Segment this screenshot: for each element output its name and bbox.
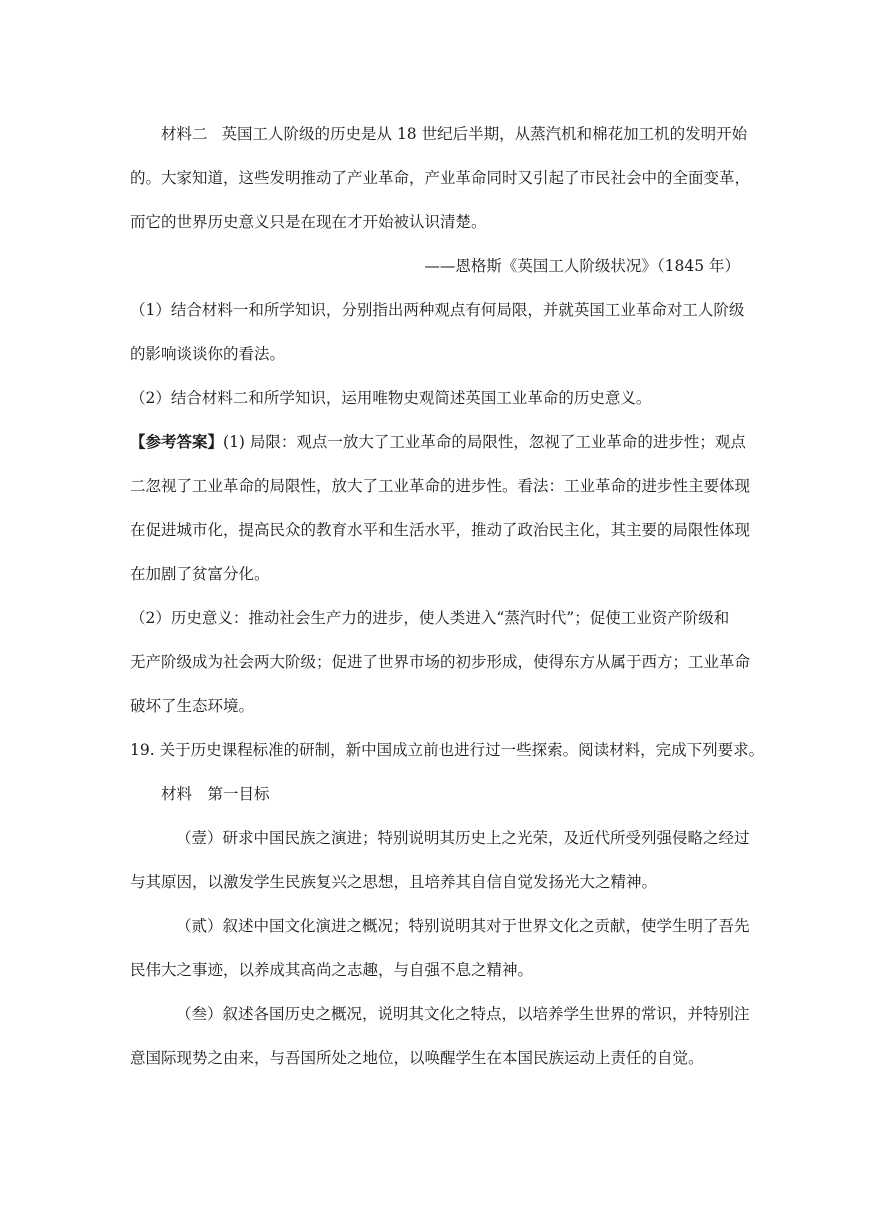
answer-1-line-2: 二忽视了工业革命的局限性，放大了工业革命的进步性。看法：工业革命的进步性主要体现 (130, 477, 751, 495)
question-19-stem: 19. 关于历史课程标准的研制，新中国成立前也进行过一些探索。阅读材料，完成下列要求。 (130, 741, 765, 759)
goal-item-1-line-1: （壹）研求中国民族之演进；特别说明其历史上之光荣，及近代所受列强侵略之经过 (176, 829, 750, 847)
goal-item-1-line-2: 与其原因，以激发学生民族复兴之思想，且培养其自信自觉发扬光大之精神。 (130, 873, 658, 891)
material-two-text-1: 英国工人阶级的历史是从 18 世纪后半期，从蒸汽机和棉花加工机的发明开始 (221, 125, 748, 143)
goal-item-3-line-1: （叁）叙述各国历史之概况，说明其文化之特点，以培养学生世界的常识，并特别注 (176, 1005, 750, 1023)
material-two-line-3: 而它的世界历史意义只是在现在才开始被认识清楚。 (130, 213, 487, 231)
question-1-line-1: （1）结合材料一和所学知识，分别指出两种观点有何局限，并就英国工业革命对工人阶级 (130, 301, 745, 319)
answer-1-line-1 (130, 420, 746, 464)
answer-2-line-2: 无产阶级成为社会两大阶级；促进了世界市场的初步形成，使得东方从属于西方；工业革命 (130, 653, 751, 671)
question-19-material-heading: 材料 第一目标 (161, 785, 270, 803)
question-1-line-2: 的影响谈谈你的看法。 (130, 345, 286, 363)
answer-1-line-3: 在促进城市化，提高民众的教育水平和生活水平，推动了政治民主化，其主要的局限性体现 (130, 521, 751, 539)
material-two-line-2: 的。大家知道，这些发明推动了产业革命，产业革命同时又引起了市民社会中的全面变革， (130, 169, 751, 187)
material-two-citation: ——恩格斯《英国工人阶级状况》（1845 年） (424, 257, 740, 275)
goal-item-2-line-1: （贰）叙述中国文化演进之概况；特别说明其对于世界文化之贡献，使学生明了吾先 (176, 917, 750, 935)
answer-label: 【参考答案】 (130, 432, 224, 451)
goal-item-3-line-2: 意国际现势之由来，与吾国所处之地位，以唤醒学生在本国民族运动上责任的自觉。 (130, 1049, 704, 1067)
answer-2-line-3: 破坏了生态环境。 (130, 697, 255, 715)
document-page (130, 112, 765, 1080)
material-two-label: 材料二 (161, 125, 208, 143)
answer-2-line-1: （2）历史意义：推动社会生产力的进步，使人类进入“蒸汽时代”；促使工业资产阶级和 (130, 609, 730, 627)
answer-1-line-4: 在加剧了贫富分化。 (130, 565, 270, 583)
answer-1-text-1: (1) 局限：观点一放大了工业革命的局限性，忽视了工业革命的进步性；观点 (223, 433, 746, 451)
goal-item-2-line-2: 民伟大之事迹，以养成其高尚之志趣，与自强不息之精神。 (130, 961, 534, 979)
question-2-line: （2）结合材料二和所学知识，运用唯物史观简述英国工业革命的历史意义。 (130, 389, 652, 407)
material-two-line-1 (130, 112, 748, 156)
